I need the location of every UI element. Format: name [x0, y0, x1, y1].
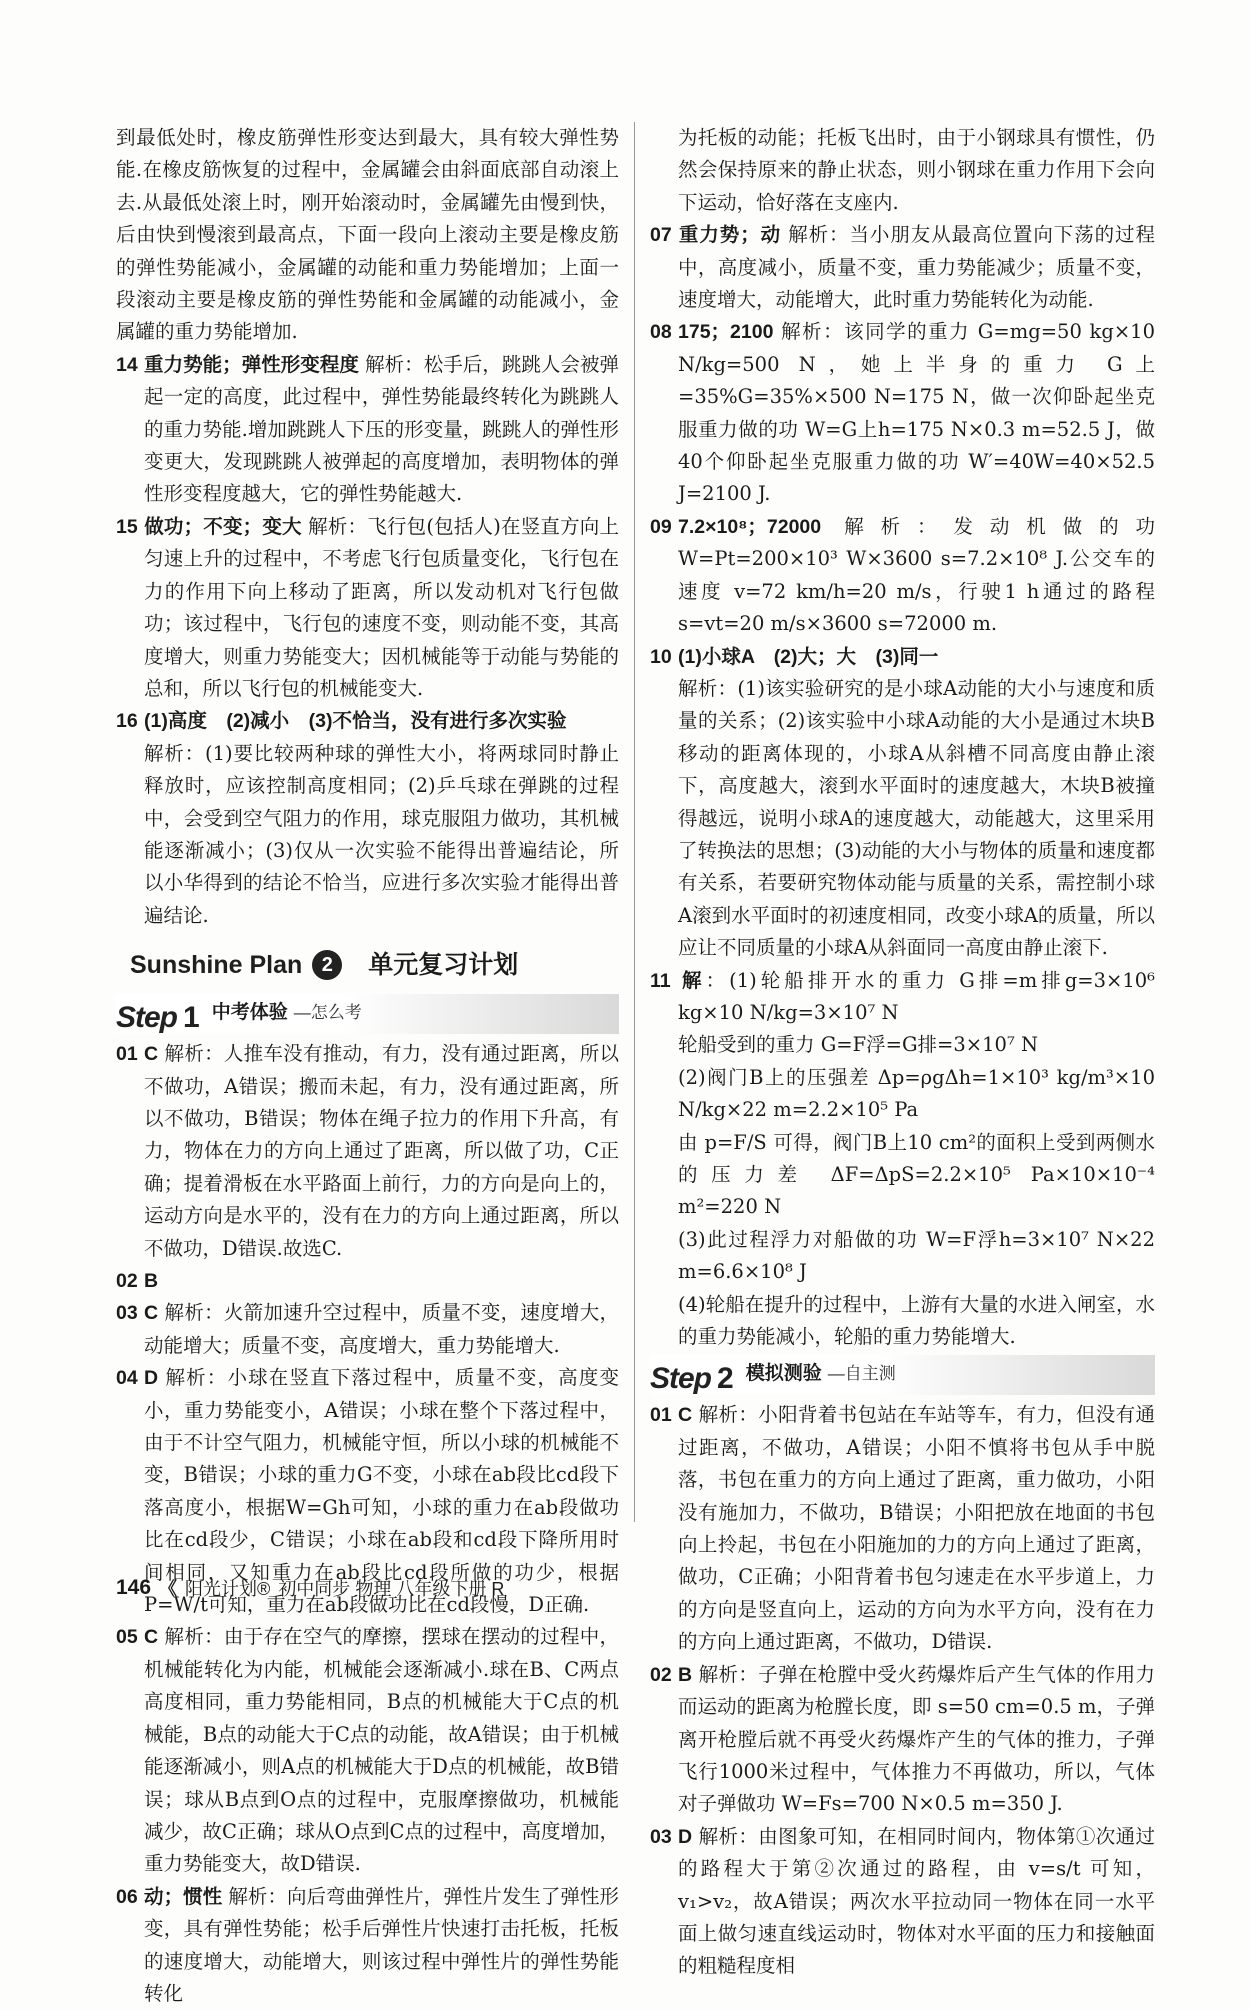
answer-15: 15 做功；不变；变大 解析：飞行包(包括人)在竖直方向上匀速上升的过程中，不考虑飞行包质量变化，飞行包在力的作用下向上移动了距离，所以发动机对飞行包做功；该过程中，飞行包的速度不变，则动能不变，其高度增大，则重力势能变大；因机械能等于动能与势能的总和，所以飞行包的机械能变大.	[116, 514, 619, 700]
column-divider	[634, 122, 635, 1522]
step1-answer-08: 08 175；2100 解析：该同学的重力 G=mg=50 kg×10 N/kg=500 N，她上半身的重力 G上=35%G=35%×500 N=175 N，做一次仰卧起坐克服重力做的功 W=G上h=175 N×0.3 m=52.5 J，做40个仰卧起坐克服重力做的功 W′=40W=40×52.5 J=2100 J.	[650, 320, 1155, 506]
step1-answer-02: 02 B	[116, 1270, 159, 1292]
book-title: 初中同步 物理 八年级下册 R	[278, 1579, 505, 1599]
step1-answer-05: 05 C 解析：由于存在空气的摩擦，摆球在摆动的过程中，机械能转化为内能，机械能会逐渐减小.球在B、C两点高度相同，重力势能相同，B点的机械能大于C点的机械能，B点的动能大于C点的动能，故A错误；由于机械能逐渐减小，则A点的机械能大于D点的机械能，故B错误；球从B点到O点的过程中，克服摩擦做功，机械能减少，故C正确；球从O点到C点的过程中，高度增加，重力势能变大，故D错误.	[116, 1625, 619, 1876]
step1-answer-09: 09 7.2×10⁸；72000 解析：发动机做的功 W=Pt=200×10³ W×3600 s=7.2×10⁸ J.公交车的速度 v=72 km/h=20 m/s，行驶1 h通过的路程 s=vt=20 m/s×3600 s=72000 m.	[650, 514, 1155, 636]
right-column	[650, 122, 1155, 1983]
step1-answer-03: 03 C 解析：火箭加速升空过程中，质量不变，速度增大，动能增大；质量不变，高度增大，重力势能增大.	[116, 1301, 619, 1357]
step1-answer-04: 04 D 解析：小球在竖直下落过程中，质量不变，高度变小，重力势能变小，A错误；小球在整个下落过程中，由于不计空气阻力，机械能守恒，所以小球的机械能不变，B错误；小球的重力G不变，小球在ab段比cd段下落高度小，根据W=Gh可知，小球的重力在ab段做功比在cd段少，C错误；小球在ab段和cd段下降所用时间相同，又知重力在ab段比cd段所做的功少，根据P=W/t可知，重力在ab段做功比在cd段慢，D正确.	[116, 1366, 619, 1617]
step1-answer-11: 11 解：(1)轮船排开水的重力 G排=m排g=3×10⁶ kg×10 N/kg=3×10⁷ N 轮船受到的重力 G=F浮=G排=3×10⁷ N (2)阀门B上的压强差 Δp=ρgΔh=1×10³ kg/m³×10 N/kg×22 m=2.2×10⁵ Pa 由 p=F/S 可得，阀门B上10 cm²的面积上受到两侧水的压力差 ΔF=ΔpS=2.2×10⁵ Pa×10×10⁻⁴ m²=220 N (3)此过程浮力对船做的功 W=F浮h=3×10⁷ N×22 m=6.6×10⁸ J (4)轮船在提升的过程中，上游有大量的水进入闸室，水的重力势能减小，轮船的重力势能增大.	[650, 968, 1155, 1349]
answer-06-continuation: 为托板的动能；托板飞出时，由于小钢球具有惯性，仍然会保持原来的静止状态，则小钢球在重力作用下会向下运动，恰好落在支座内.	[678, 126, 1155, 214]
brand-name: 阳光计划®	[185, 1579, 271, 1599]
q13-continuation: 到最低处时，橡皮筋弹性形变达到最大，具有较大弹性势能.在橡皮筋恢复的过程中，金属罐会由斜面底部自动滚上去.从最低处滚上时，刚开始滚动时，金属罐先由慢到快，后由快到慢滚到最高点，下面一段向上滚动主要是橡皮筋的弹性势能减小，金属罐的动能和重力势能增加；上面一段滚动主要是橡皮筋的弹性势能和金属罐的动能减小，金属罐的重力势能增加.	[116, 126, 619, 344]
left-column	[116, 122, 619, 2010]
plan-number-badge: 2	[312, 950, 342, 980]
page-number: 146	[116, 1576, 152, 1599]
step1-heading: Step 1 中考体验 —怎么考	[116, 994, 619, 1034]
step1-answer-01: 01 C 解析：人推车没有推动，有力，没有通过距离，所以不做功，A错误；搬而未起，有力，没有通过距离，所以不做功，B错误；物体在绳子拉力的作用下升高，有力，物体在力的方向上通过了距离，所以做了功，C正确；提着滑板在水平路面上前行，力的方向是向上的，运动方向是水平的，没有在力的方向上通过距离，所以不做功，D错误.故选C.	[116, 1042, 619, 1260]
step2-answer-03: 03 D 解析：由图象可知，在相同时间内，物体第①次通过的路程大于第②次通过的路程，由 v=s/t 可知，v₁>v₂，故A错误；两次水平拉动同一物体在同一水平面上做匀速直线运动时，物体对水平面的压力和接触面的粗糙程度相	[650, 1824, 1155, 1978]
step1-answer-07: 07 重力势；动 解析：当小朋友从最高位置向下荡的过程中，高度减小，质量不变，重力势能减少；质量不变，速度增大，动能增大，此时重力势能转化为动能.	[650, 223, 1155, 312]
answer-16: 16 (1)高度 (2)减小 (3)不恰当，没有进行多次实验 解析：(1)要比较两种球的弹性大小，将两球同时静止释放时，应该控制高度相同；(2)乒乓球在弹跳的过程中，会受到空气阻力的作用，球克服阻力做功，其机械能逐渐减小；(3)仅从一次实验不能得出普遍结论，所以小华得到的结论不恰当，应进行多次实验才能得出普遍结论.	[116, 710, 619, 927]
step2-answer-01: 01 C 解析：小阳背着书包站在车站等车，有力，但没有通过距离，不做功，A错误；小阳不慎将书包从手中脱落，书包在重力的方向上通过了距离，重力做功，小阳没有施加力，不做功，B错误；小阳把放在地面的书包向上拎起，书包在小阳施加的力的方向上通过了距离，做功，C正确；小阳背着书包匀速走在水平步道上，力的方向是竖直向上，运动的方向为水平方向，没有在力的方向上通过距离，不做功，D错误.	[650, 1403, 1155, 1654]
step1-answer-06: 06 动；惯性 解析：向后弯曲弹性片，弹性片发生了弹性形变，具有弹性势能；松手后弹性片快速打击托板，托板的速度增大，动能增大，则该过程中弹性片的弹性势能转化	[116, 1884, 619, 2005]
answer-14: 14 重力势能；弹性形变程度 解析：松手后，跳跳人会被弹起一定的高度，此过程中，弹性势能最终转化为跳跳人的重力势能.增加跳跳人下压的形变量，跳跳人的弹性形变更大，发现跳跳人被弹起的高度增加，表明物体的弹性形变程度越大，它的弹性势能越大.	[116, 352, 619, 506]
step2-heading: Step 2 模拟测验 —自主测	[650, 1355, 1155, 1395]
sunshine-plan-heading: Sunshine Plan 2 单元复习计划	[130, 950, 519, 979]
page-footer	[116, 1575, 504, 1601]
step2-answer-02: 02 B 解析：子弹在枪膛中受火药爆炸后产生气体的作用力而运动的距离为枪膛长度，即 s=50 cm=0.5 m，子弹离开枪膛后就不再受火药爆炸产生的气体的推力，子弹飞行1000米过程中，气体推力不再做功，所以，气体对子弹做功 W=Fs=700 N×0.5 m=350 J.	[650, 1662, 1156, 1816]
chevron-left-icon: 《	[159, 1579, 178, 1599]
step1-answer-10: 10 (1)小球A (2)大；大 (3)同一 解析：(1)该实验研究的是小球A动能的大小与速度和质量的关系；(2)该实验中小球A动能的大小是通过木块B移动的距离体现的，小球A从斜槽不同高度由静止滚下，高度越大，滚到水平面时的速度越大，木块B被撞得越远，说明小球A的速度越大，动能越大，这里采用了转换法的思想；(3)动能的大小与物体的质量和速度都有关系，若要研究物体动能与质量的关系，需控制小球A滚到水平面时的初速度相同，改变小球A的质量，所以应让不同质量的小球A从斜面同一高度由静止滚下.	[650, 645, 1155, 960]
